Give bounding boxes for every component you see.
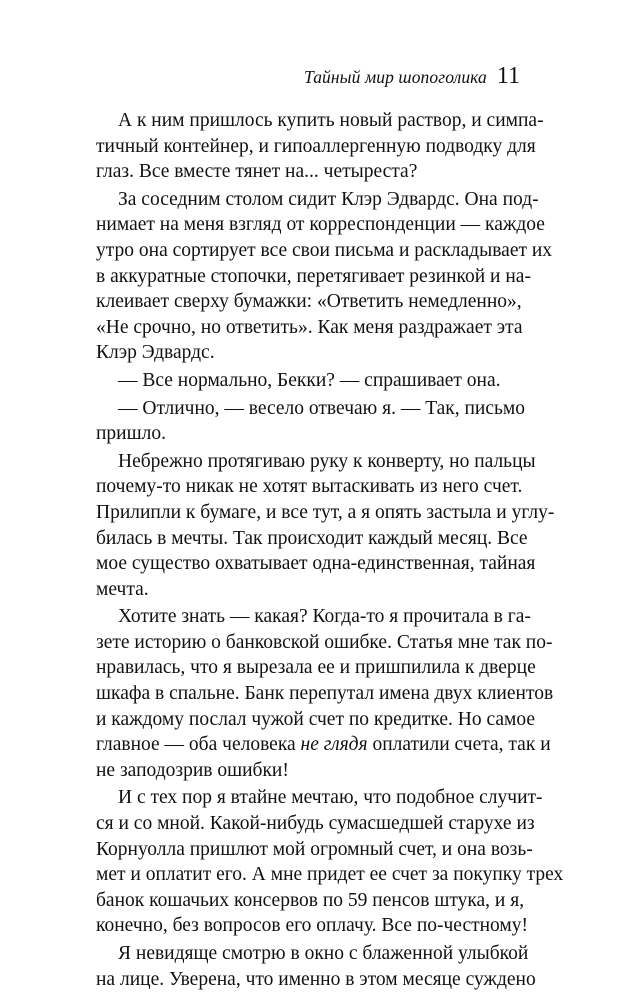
text-line: Небрежно протягиваю руку к конверту, но пальцы	[118, 450, 536, 472]
text-line: Корнуолла пришлют мой огромный счет, и она возь-	[96, 838, 533, 860]
text-line: Клэр Эдвардс.	[96, 342, 215, 364]
text-line: почему-то никак не хотят вытаскивать из него счет.	[96, 476, 523, 498]
paragraph	[96, 941, 536, 992]
text-line: зете историю о банковской ошибке. Статья мне так по-	[96, 631, 553, 653]
dialogue-paragraph	[96, 396, 526, 447]
text-fragment: главное — оба человека	[96, 734, 301, 756]
text-line: банок кошачьих консервов по 59 пенсов штука, и я,	[96, 889, 525, 911]
paragraph	[96, 187, 553, 366]
text-line: не заподозрив ошибки!	[96, 759, 289, 781]
text-line: Хотите знать — какая? Когда-то я прочитала в га-	[118, 606, 531, 628]
text-line: И с тех пор я втайне мечтаю, что подобное случит-	[118, 787, 543, 809]
text-line: на лице. Уверена, что именно в этом месяце суждено	[96, 968, 536, 990]
text-line: Я невидяще смотрю в окно с блаженной улыбкой	[118, 943, 529, 964]
paragraph	[96, 108, 544, 185]
page-number: 11	[496, 63, 520, 89]
text-line: пришло.	[96, 423, 166, 445]
text-line: конечно, без вопросов его оплачу. Все по-честному!	[96, 915, 529, 937]
text-line: глаз. Все вместе тянет на... четыреста?	[96, 161, 418, 183]
body-text	[96, 108, 564, 992]
text-line: мечта.	[96, 578, 149, 600]
text-line: нимает на меня взгляд от корреспонденции — каждое	[96, 214, 545, 236]
text-line: в аккуратные стопочки, перетягивает резинкой и на-	[96, 265, 531, 287]
text-line: тичный контейнер, и гипоаллергенную подводку для	[96, 135, 536, 157]
text-line: мет и оплатит его. А мне придет ее счет за покупку трех	[96, 864, 564, 886]
text-line: «Не срочно, но ответить». Как меня раздражает эта	[96, 316, 523, 338]
paragraph	[96, 604, 554, 783]
text-line: За соседним столом сидит Клэр Эдвардс. Она под-	[118, 188, 539, 210]
text-line: Прилипли к бумаге, и все тут, а я опять застыла и углу-	[96, 501, 555, 523]
text-line: нравилась, что я вырезала ее и пришпилила к дверце	[96, 657, 536, 679]
text-line: — Отлично, — весело отвечаю я. — Так, письмо	[118, 397, 526, 419]
text-line: билась в мечты. Так происходит каждый месяц. Все	[96, 527, 528, 549]
dialogue-paragraph	[96, 368, 520, 394]
running-title: Тайный мир шопоголика	[304, 67, 487, 87]
italic-emphasis: не глядя	[300, 734, 368, 756]
text-line: и каждому послал чужой счет по кредитке. Но самое	[96, 708, 536, 730]
text-line: шкафа в спальне. Банк перепутал имена двух клиентов	[96, 683, 554, 705]
text-line: мое существо охватывает одна-единственная, тайная	[96, 553, 536, 575]
text-line: клеивает сверху бумажки: «Ответить немедленно»,	[96, 291, 522, 313]
text-line: утро она сортирует все свои письма и раскладывает их	[96, 239, 553, 261]
text-line: — Все нормально, Бекки? — спрашивает она.	[118, 369, 501, 391]
running-header	[304, 64, 520, 88]
paragraph	[96, 785, 564, 939]
paragraph	[96, 449, 555, 603]
text-line: А к ним пришлось купить новый раствор, и симпа-	[118, 110, 544, 131]
text-line: ся и со мной. Какой-нибудь сумасшедшей старухе из	[96, 813, 535, 835]
text-fragment: оплатили счета, так и	[367, 734, 551, 756]
text-line-with-emphasis	[96, 732, 551, 758]
